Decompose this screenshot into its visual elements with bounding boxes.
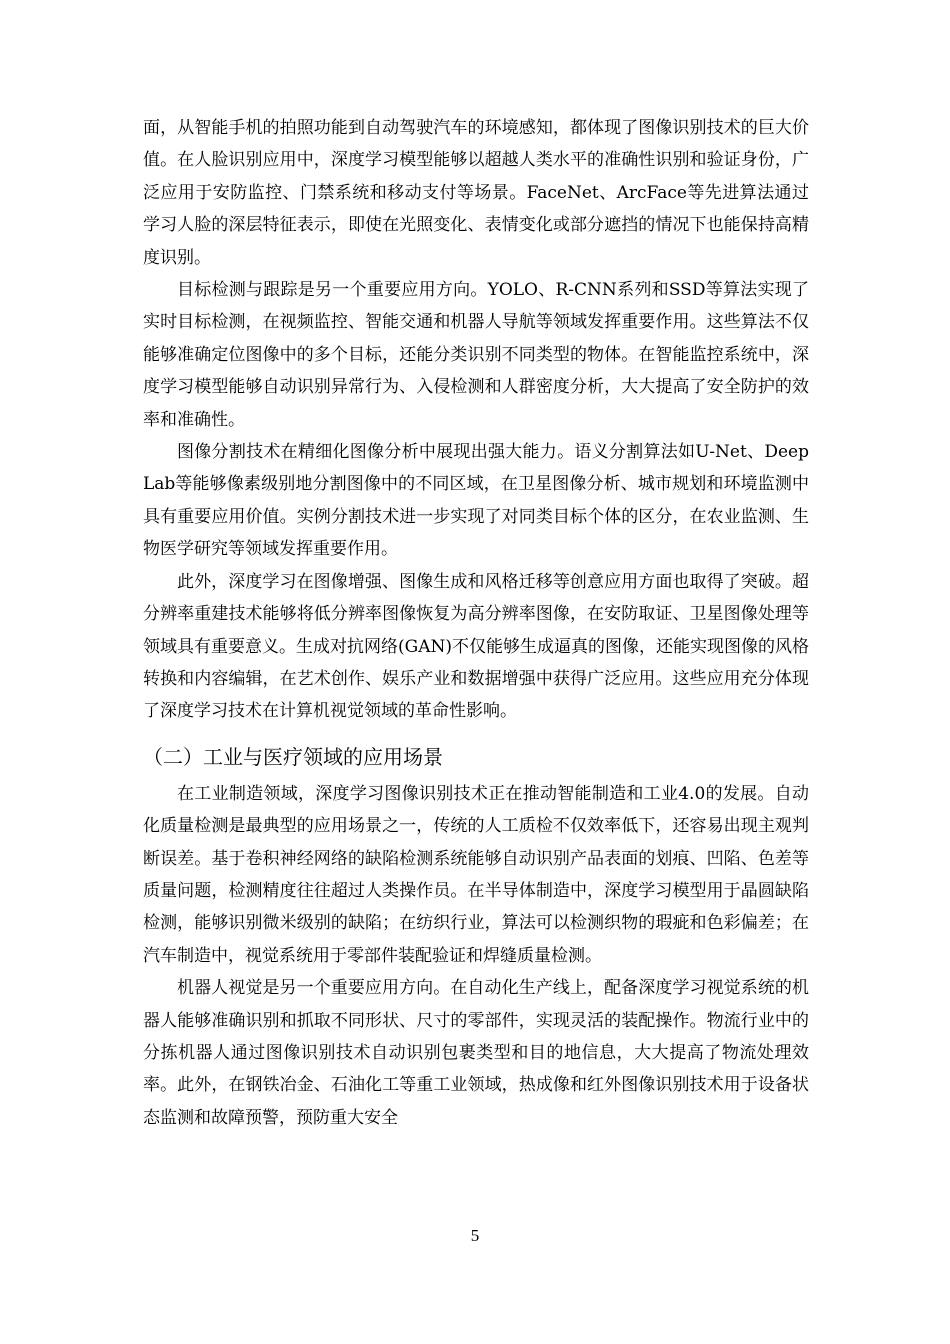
paragraph-industrial-manufacturing: 在工业制造领域，深度学习图像识别技术正在推动智能制造和工业4.0的发展。自动化质量检测是最典型的应用场景之一，传统的人工质检不仅效率低下，还容易出现主观判断误差。基于卷积神经网络的缺陷检测系统能够自动识别产品表面的划痕、凹陷、色差等质量问题，检测精度往往超过人类操作员。在半导体制造中，深度学习模型用于晶圆缺陷检测，能够识别微米级别的缺陷；在纺织行业，算法可以检测织物的瑕疵和色彩偏差；在汽车制造中，视觉系统用于零部件装配验证和焊缝质量检测。 [143,783,809,966]
paragraph-continued: 面，从智能手机的拍照功能到自动驾驶汽车的环境感知，都体现了图像识别技术的巨大价值。在人脸识别应用中，深度学习模型能够以超越人类水平的准确性识别和验证身份，广泛应用于安防监控、门禁系统和移动支付等场景。FaceNet、ArcFace等先进算法通过学习人脸的深层特征表示，即使在光照变化、表情变化或部分遮挡的情况下也能保持高精度识别。 [143,118,809,268]
page-body [143,112,809,1134]
paragraph-image-segmentation: 图像分割技术在精细化图像分析中展现出强大能力。语义分割算法如U-Net、DeepLab等能够像素级别地分割图像中的不同区域，在卫星图像分析、城市规划和环境监测中具有重要应用价值。实例分割技术进一步实现了对同类目标个体的区分，在农业监测、生物医学研究等领域发挥重要作用。 [143,442,809,560]
section-heading: （二）工业与医疗领域的应用场景 [143,744,443,769]
paragraph-robot-vision: 机器人视觉是另一个重要应用方向。在自动化生产线上，配备深度学习视觉系统的机器人能够准确识别和抓取不同形状、尺寸的零部件，实现灵活的装配操作。物流行业中的分拣机器人通过图像识别技术自动识别包裹类型和目的地信息，大大提高了物流处理效率。此外，在钢铁冶金、石油化工等重工业领域，热成像和红外图像识别技术用于设备状态监测和故障预警，预防重大安全 [143,978,809,1128]
paragraph-object-detection: 目标检测与跟踪是另一个重要应用方向。YOLO、R-CNN系列和SSD等算法实现了实时目标检测，在视频监控、智能交通和机器人导航等领域发挥重要作用。这些算法不仅能够准确定位图像中的多个目标，还能分类识别不同类型的物体。在智能监控系统中，深度学习模型能够自动识别异常行为、入侵检测和人群密度分析，大大提高了安全防护的效率和准确性。 [143,280,809,430]
page-number: 5 [470,1226,480,1245]
paragraph-image-generation: 此外，深度学习在图像增强、图像生成和风格迁移等创意应用方面也取得了突破。超分辨率重建技术能够将低分辨率图像恢复为高分辨率图像，在安防取证、卫星图像处理等领域具有重要意义。生成对抗网络(GAN)不仅能够生成逼真的图像，还能实现图像的风格转换和内容编辑，在艺术创作、娱乐产业和数据增强中获得广泛应用。这些应用充分体现了深度学习技术在计算机视觉领域的革命性影响。 [143,571,809,722]
